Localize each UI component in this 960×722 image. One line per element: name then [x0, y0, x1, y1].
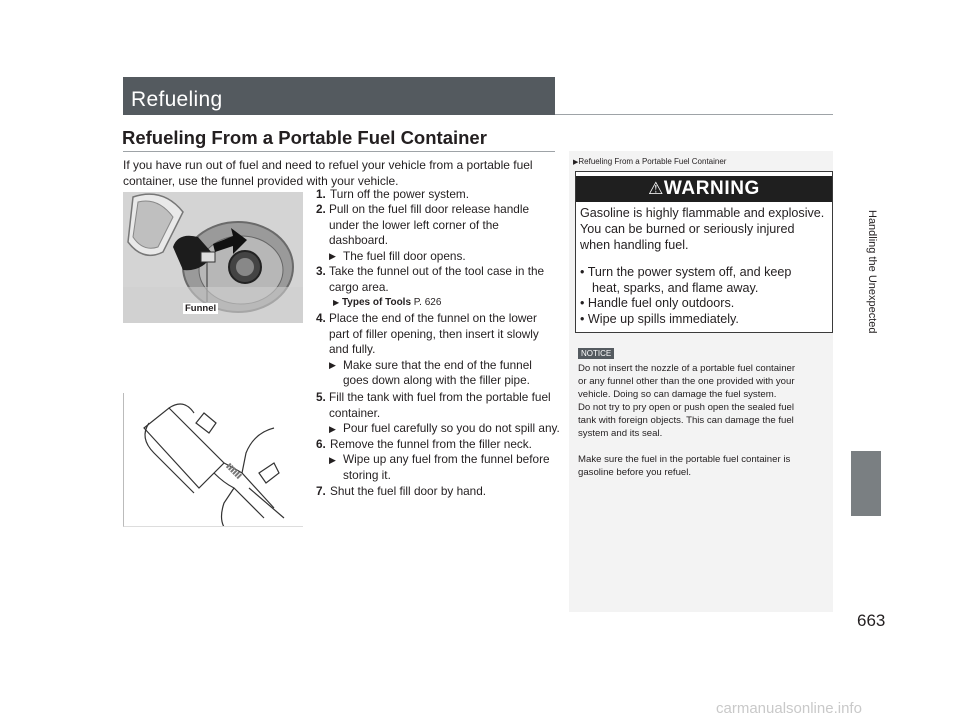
bullet-text: Turn the power system off, and keep — [587, 265, 792, 279]
warning-line-3: when handling fuel. — [580, 238, 689, 252]
warning-header — [576, 176, 832, 202]
step-5-note: Pour fuel carefully so you do not spill any. — [343, 421, 560, 435]
warning-bullet-3 — [580, 311, 830, 327]
step-5-num: 5. — [316, 390, 326, 404]
page-number: 663 — [857, 611, 886, 630]
reference-page: P. 626 — [413, 297, 442, 308]
step-4-number — [316, 311, 330, 327]
reference-arrow-icon: ▶ — [573, 159, 579, 166]
bullet-dot-icon: • — [580, 312, 588, 326]
notice-spacer — [578, 440, 828, 453]
step-2-num: 2. — [316, 202, 326, 216]
step-4-line-3: and fully. — [329, 342, 376, 356]
step-7-text: Shut the fuel fill door by hand. — [330, 484, 487, 498]
notice-line-4: Do not try to pry open or push open the sealed fuel — [578, 402, 794, 413]
section-title: Refueling — [131, 88, 223, 111]
chapter-tab-label: Handling the Unexpected — [866, 210, 878, 334]
triangle-bullet-icon: ▶ — [329, 251, 336, 261]
reference-title: Types of Tools — [341, 297, 412, 308]
step-4-note-line-1: Make sure that the end of the funnel — [343, 358, 532, 372]
notice-line-2: or any funnel other than the one provided with your — [578, 376, 795, 387]
step-3-number — [316, 264, 330, 280]
step-2-line-3: dashboard. — [329, 233, 389, 247]
warning-text — [580, 205, 830, 253]
warning-label: WARNING — [663, 178, 760, 199]
step-4-note-line-2: goes down along with the filler pipe. — [343, 373, 530, 387]
step-3-line-2: cargo area. — [329, 280, 389, 294]
step-7 — [316, 484, 486, 500]
step-5-line-2: container. — [329, 406, 381, 420]
notice-line-5: tank with foreign objects. This can damage the fuel — [578, 415, 794, 426]
bullet-dot-icon: • — [580, 265, 588, 279]
notice-line-9: gasoline before you refuel. — [578, 467, 692, 478]
step-7-number: 7. — [316, 484, 326, 498]
notice-line-3: vehicle. Doing so can damage the fuel system. — [578, 389, 777, 400]
step-3-num: 3. — [316, 264, 326, 278]
step-6-text: Remove the funnel from the filler neck. — [330, 437, 532, 451]
notice-badge: NOTICE — [578, 348, 614, 359]
page-heading: Refueling From a Portable Fuel Container — [122, 127, 487, 148]
warning-bullet-2 — [580, 295, 830, 311]
bullet-text: Handle fuel only outdoors. — [587, 296, 735, 310]
step-2-number — [316, 202, 330, 218]
step-2-line-2: under the lower left corner of the — [329, 218, 499, 232]
chapter-tab-marker — [851, 451, 881, 516]
step-6-note-line-2: storing it. — [343, 468, 391, 482]
step-2-line-1: Pull on the fuel fill door release handle — [329, 202, 530, 216]
reference-arrow-icon: ▶ — [333, 298, 340, 307]
warning-line-2: You can be burned or seriously injured — [580, 222, 795, 236]
heading-rule — [123, 151, 555, 152]
warning-triangle-icon: ⚠ — [648, 179, 664, 198]
step-5-line-1: Fill the tank with fuel from the portable fuel — [329, 390, 551, 404]
step-4-num: 4. — [316, 311, 326, 325]
bullet-dot-icon: • — [580, 296, 588, 310]
notice-text — [578, 362, 828, 479]
step-4-line-1: Place the end of the funnel on the lower — [329, 311, 537, 325]
step-6-note-line-1: Wipe up any fuel from the funnel before — [343, 452, 550, 466]
watermark: carmanualsonline.info — [716, 700, 862, 717]
step-5-number — [316, 390, 330, 406]
funnel-insertion-figure — [123, 393, 303, 527]
step-6 — [316, 437, 532, 453]
notice-line-8: Make sure the fuel in the portable fuel container is — [578, 454, 791, 465]
notice-line-6: system and its seal. — [578, 428, 663, 439]
warning-bullet-1 — [580, 264, 830, 280]
step-1-number: 1. — [316, 187, 326, 201]
warning-line-1: Gasoline is highly flammable and explosive. — [580, 206, 825, 220]
triangle-bullet-icon: ▶ — [329, 360, 336, 370]
funnel-callout-label: Funnel — [185, 303, 217, 314]
intro-paragraph: If you have run out of fuel and need to refuel your vehicle from a portable fuel container, use the funnel provided with your vehicle. — [123, 158, 533, 188]
funnel-insertion-illustration — [124, 393, 303, 527]
triangle-bullet-icon: ▶ — [329, 424, 336, 434]
step-1-text: Turn off the power system. — [330, 187, 469, 201]
cross-reference[interactable] — [333, 297, 441, 308]
bullet-text: Wipe up spills immediately. — [587, 312, 739, 326]
warning-bullet-1-cont: heat, sparks, and flame away. — [592, 281, 759, 295]
step-6-number: 6. — [316, 437, 326, 451]
step-4-line-2: part of filler opening, then insert it slowly — [329, 327, 539, 341]
triangle-bullet-icon: ▶ — [329, 455, 336, 465]
sidebar-title-text: Refueling From a Portable Fuel Container — [578, 157, 727, 166]
step-1 — [316, 187, 469, 203]
header-rule — [555, 114, 833, 115]
fuel-door-figure — [123, 192, 303, 323]
step-3-line-1: Take the funnel out of the tool case in the — [329, 264, 545, 278]
notice-line-1: Do not insert the nozzle of a portable fuel container — [578, 363, 796, 374]
sidebar-title — [573, 157, 726, 166]
step-2-result: The fuel fill door opens. — [343, 249, 466, 263]
